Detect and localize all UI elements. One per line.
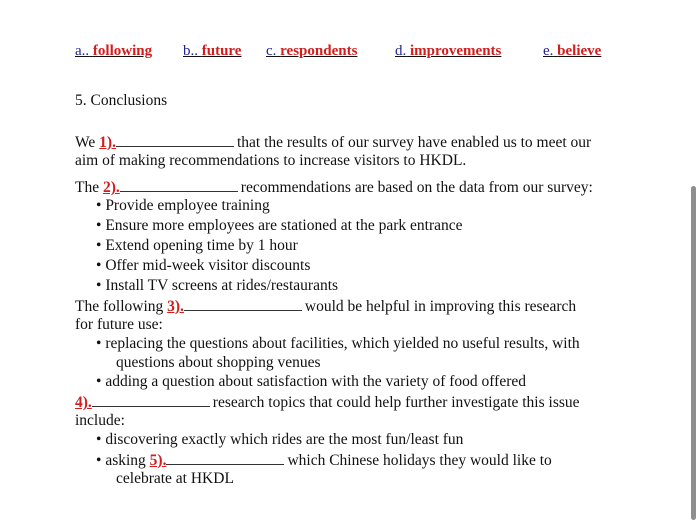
word-bank-item: a.. following [75,43,153,59]
list-item: • Provide employee training [96,197,270,214]
paragraph-line: aim of making recommendations to increase visitors to HKDL. [75,152,467,169]
list-item: • replacing the questions about facilities, which yielded no useful results, with [96,335,580,352]
paragraph-line: The following 3). would be helpful in improving this research [75,298,577,315]
list-item: • asking 5). which Chinese holidays they would like to [96,452,552,469]
word-bank-item: d. improvements [395,43,502,59]
blank-number: 5). [149,452,167,469]
word-bank-item: b.. future [183,43,242,59]
blank-number: 1). [99,134,116,151]
list-item: • discovering exactly which rides are the most fun/least fun [96,431,464,448]
paragraph-line: The 2). recommendations are based on the data from our survey: [75,179,593,196]
blank-number: 3). [167,298,184,315]
word-bank-item: e. believe [543,43,602,59]
paragraph-line: We 1). that the results of our survey have enabled us to meet our [75,134,592,151]
answer-blank[interactable] [92,392,210,407]
paragraph-line: 4). research topics that could help further investigate this issue [75,394,580,411]
word-bank-item: c. respondents [266,43,358,59]
section-heading: 5. Conclusions [75,92,168,109]
answer-blank[interactable] [184,296,302,311]
list-item: • Ensure more employees are stationed at the park entrance [96,217,463,234]
answer-blank[interactable] [120,177,238,192]
list-item: • adding a question about satisfaction with the variety of food offered [96,373,526,390]
list-item-continuation: questions about shopping venues [116,354,321,371]
answer-blank[interactable] [166,450,284,465]
list-item: • Install TV screens at rides/restaurants [96,277,339,294]
vertical-scrollbar[interactable] [691,186,696,520]
answer-blank[interactable] [116,132,234,147]
list-item-continuation: celebrate at HKDL [116,470,234,487]
list-item: • Offer mid-week visitor discounts [96,257,311,274]
blank-number: 4). [75,394,92,411]
list-item: • Extend opening time by 1 hour [96,237,298,254]
blank-number: 2). [102,179,120,196]
paragraph-line: for future use: [75,316,163,333]
paragraph-line: include: [75,412,125,429]
